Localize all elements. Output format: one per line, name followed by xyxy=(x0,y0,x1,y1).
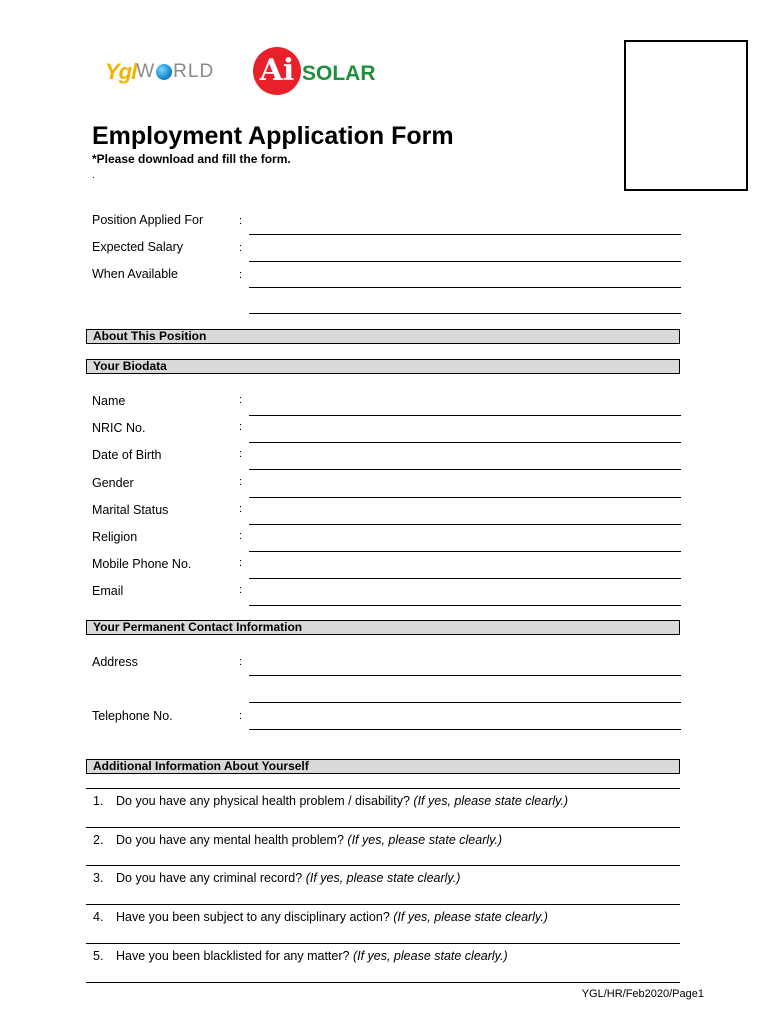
question-note: (If yes, please state clearly.) xyxy=(347,833,503,847)
globe-icon xyxy=(156,64,172,80)
page-title: Employment Application Form xyxy=(92,122,454,150)
field-label: When Available xyxy=(92,267,178,281)
answer-line[interactable] xyxy=(86,904,680,905)
field-label: Position Applied For xyxy=(92,213,204,227)
question-text xyxy=(116,833,502,847)
field-label: Religion xyxy=(92,530,138,544)
field-colon: : xyxy=(239,475,243,488)
field-input-line[interactable] xyxy=(249,287,681,288)
ygl-world-logo: Ygl W RLD xyxy=(105,59,215,84)
field-label: Email xyxy=(92,584,124,599)
field-colon: : xyxy=(239,502,243,515)
question-text xyxy=(116,949,508,963)
question-number: 4. xyxy=(93,910,104,924)
page-footer: YGL/HR/Feb2020/Page1 xyxy=(581,988,704,1000)
field-input-line[interactable] xyxy=(249,442,681,443)
section-your-biodata: Your Biodata xyxy=(86,359,680,374)
field-colon: : xyxy=(239,215,243,227)
question-main-text: Have you been subject to any disciplinary action? xyxy=(116,910,390,924)
field-colon: : xyxy=(239,557,243,570)
field-input-line[interactable] xyxy=(249,675,681,676)
field-input-line[interactable] xyxy=(249,261,681,262)
field-input-line[interactable] xyxy=(249,524,681,525)
question-note: (If yes, please state clearly.) xyxy=(413,794,569,808)
field-input-line[interactable] xyxy=(249,497,681,498)
field-colon: : xyxy=(239,421,243,434)
field-label: Marital Status xyxy=(92,502,169,517)
answer-line[interactable] xyxy=(86,943,680,944)
question-note: (If yes, please state clearly.) xyxy=(393,910,548,924)
question-main-text: Do you have any physical health problem / disability? xyxy=(116,794,410,808)
field-label: Gender xyxy=(92,475,134,490)
field-colon: : xyxy=(239,448,243,461)
question-text xyxy=(116,910,548,924)
field-input-line[interactable] xyxy=(249,551,681,552)
field-input-line[interactable] xyxy=(249,469,681,470)
question-note: (If yes, please state clearly.) xyxy=(352,949,508,963)
answer-line[interactable] xyxy=(86,982,680,983)
field-label: Expected Salary xyxy=(92,240,184,254)
ai-solar-logo-text: SOLAR xyxy=(302,62,376,85)
field-colon: : xyxy=(239,394,243,406)
section-permanent-contact: Your Permanent Contact Information xyxy=(86,620,680,635)
field-input-line[interactable] xyxy=(249,234,681,235)
field-label: Date of Birth xyxy=(92,448,162,463)
dot-mark: . xyxy=(92,170,95,181)
question-number: 5. xyxy=(93,949,104,963)
section-additional-info: Additional Information About Yourself xyxy=(86,759,680,774)
field-input-line[interactable] xyxy=(249,702,681,703)
field-colon: : xyxy=(239,530,243,542)
field-input-line[interactable] xyxy=(249,313,681,314)
field-label: Telephone No. xyxy=(92,709,173,723)
question-main-text: Do you have any criminal record? xyxy=(116,871,303,885)
photo-box xyxy=(624,40,748,191)
question-number: 1. xyxy=(93,794,104,808)
question-number: 2. xyxy=(93,833,104,847)
question-text xyxy=(116,871,460,885)
field-colon: : xyxy=(239,242,243,254)
field-input-line[interactable] xyxy=(249,415,681,416)
field-colon: : xyxy=(239,656,243,668)
question-main-text: Have you been blacklisted for any matter? xyxy=(116,949,350,963)
section-about-this-position: About This Position xyxy=(86,329,680,344)
field-input-line[interactable] xyxy=(249,605,681,606)
ai-solar-logo-mark: Ai xyxy=(253,47,301,95)
question-text xyxy=(116,794,568,808)
question-number: 3. xyxy=(93,871,104,885)
answer-line[interactable] xyxy=(86,788,680,789)
question-note: (If yes, please state clearly.) xyxy=(305,871,461,885)
field-colon: : xyxy=(239,584,243,597)
field-input-line[interactable] xyxy=(249,578,681,579)
field-label: Name xyxy=(92,394,126,408)
field-colon: : xyxy=(239,710,243,722)
question-main-text: Do you have any mental health problem? xyxy=(116,833,344,847)
field-label: NRIC No. xyxy=(92,421,146,436)
field-input-line[interactable] xyxy=(249,729,681,730)
answer-line[interactable] xyxy=(86,865,680,866)
field-colon: : xyxy=(239,269,243,281)
page-subtitle: *Please download and fill the form. xyxy=(92,152,291,166)
field-label: Address xyxy=(92,655,138,669)
answer-line[interactable] xyxy=(86,827,680,828)
field-label: Mobile Phone No. xyxy=(92,557,192,572)
